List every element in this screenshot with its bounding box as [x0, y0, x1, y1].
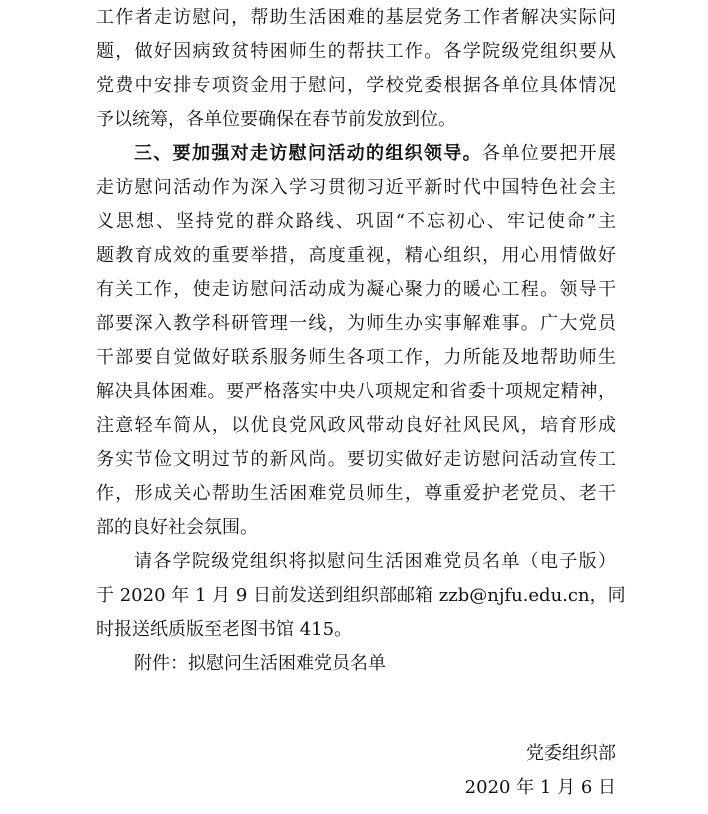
paragraph3-line-1: 请各学院级党组织将拟慰问生活困难党员名单（电子版） [134, 551, 616, 572]
paragraph2-line-6: 部要深入教学科研管理一线，为师生办实事解难事。广大党员 [96, 313, 616, 334]
paragraph2-line-10: 务实节俭文明过节的新风尚。要切实做好走访慰问活动宣传工 [96, 449, 616, 470]
paragraph2-line-9: 注意轻车简从，以优良党风政风带动良好社风民风，培育形成 [96, 415, 616, 436]
paragraph2-line-3: 义思想、坚持党的群众路线、巩固“不忘初心、牢记使命”主 [96, 211, 616, 232]
paragraph2-first-line [134, 137, 616, 171]
paragraph1-line-1: 工作者走访慰问，帮助生活困难的基层党务工作者解决实际问 [96, 7, 616, 28]
signature-organization: 党委组织部 [526, 743, 616, 764]
paragraph3-line-2: 于 2020 年 1 月 9 日前发送到组织部邮箱 zzb@njfu.edu.cn，同 [96, 585, 626, 606]
paragraph2-line-5: 有关工作，使走访慰问活动成为凝心聚力的暖心工程。领导干 [96, 279, 616, 300]
paragraph2-first-line-rest: 各单位要把开展 [482, 143, 616, 164]
signature-date: 2020 年 1 月 6 日 [464, 777, 616, 798]
section-heading: 三、要加强对走访慰问活动的组织领导。 [134, 143, 482, 164]
paragraph2-line-4: 题教育成效的重要举措，高度重视，精心组织，用心用情做好 [96, 245, 616, 266]
paragraph2-line-8: 解决具体困难。要严格落实中央八项规定和省委十项规定精神， [96, 381, 616, 402]
paragraph2-line-2: 走访慰问活动作为深入学习贯彻习近平新时代中国特色社会主 [96, 177, 616, 198]
paragraph1-line-3: 党费中安排专项资金用于慰问，学校党委根据各单位具体情况 [96, 75, 616, 96]
paragraph2-line-12: 部的良好社会氛围。 [96, 517, 258, 538]
paragraph3-line-3: 时报送纸质版至老图书馆 415。 [96, 619, 353, 640]
paragraph2-line-11: 作，形成关心帮助生活困难党员师生，尊重爱护老党员、老干 [96, 483, 616, 504]
paragraph2-line-7: 干部要自觉做好联系服务师生各项工作，力所能及地帮助师生 [96, 347, 616, 368]
attachment-line: 附件：拟慰问生活困难党员名单 [134, 653, 386, 674]
paragraph1-line-4: 予以统筹，各单位要确保在春节前发放到位。 [96, 109, 456, 130]
paragraph1-line-2: 题，做好因病致贫特困师生的帮扶工作。各学院级党组织要从 [96, 41, 616, 62]
